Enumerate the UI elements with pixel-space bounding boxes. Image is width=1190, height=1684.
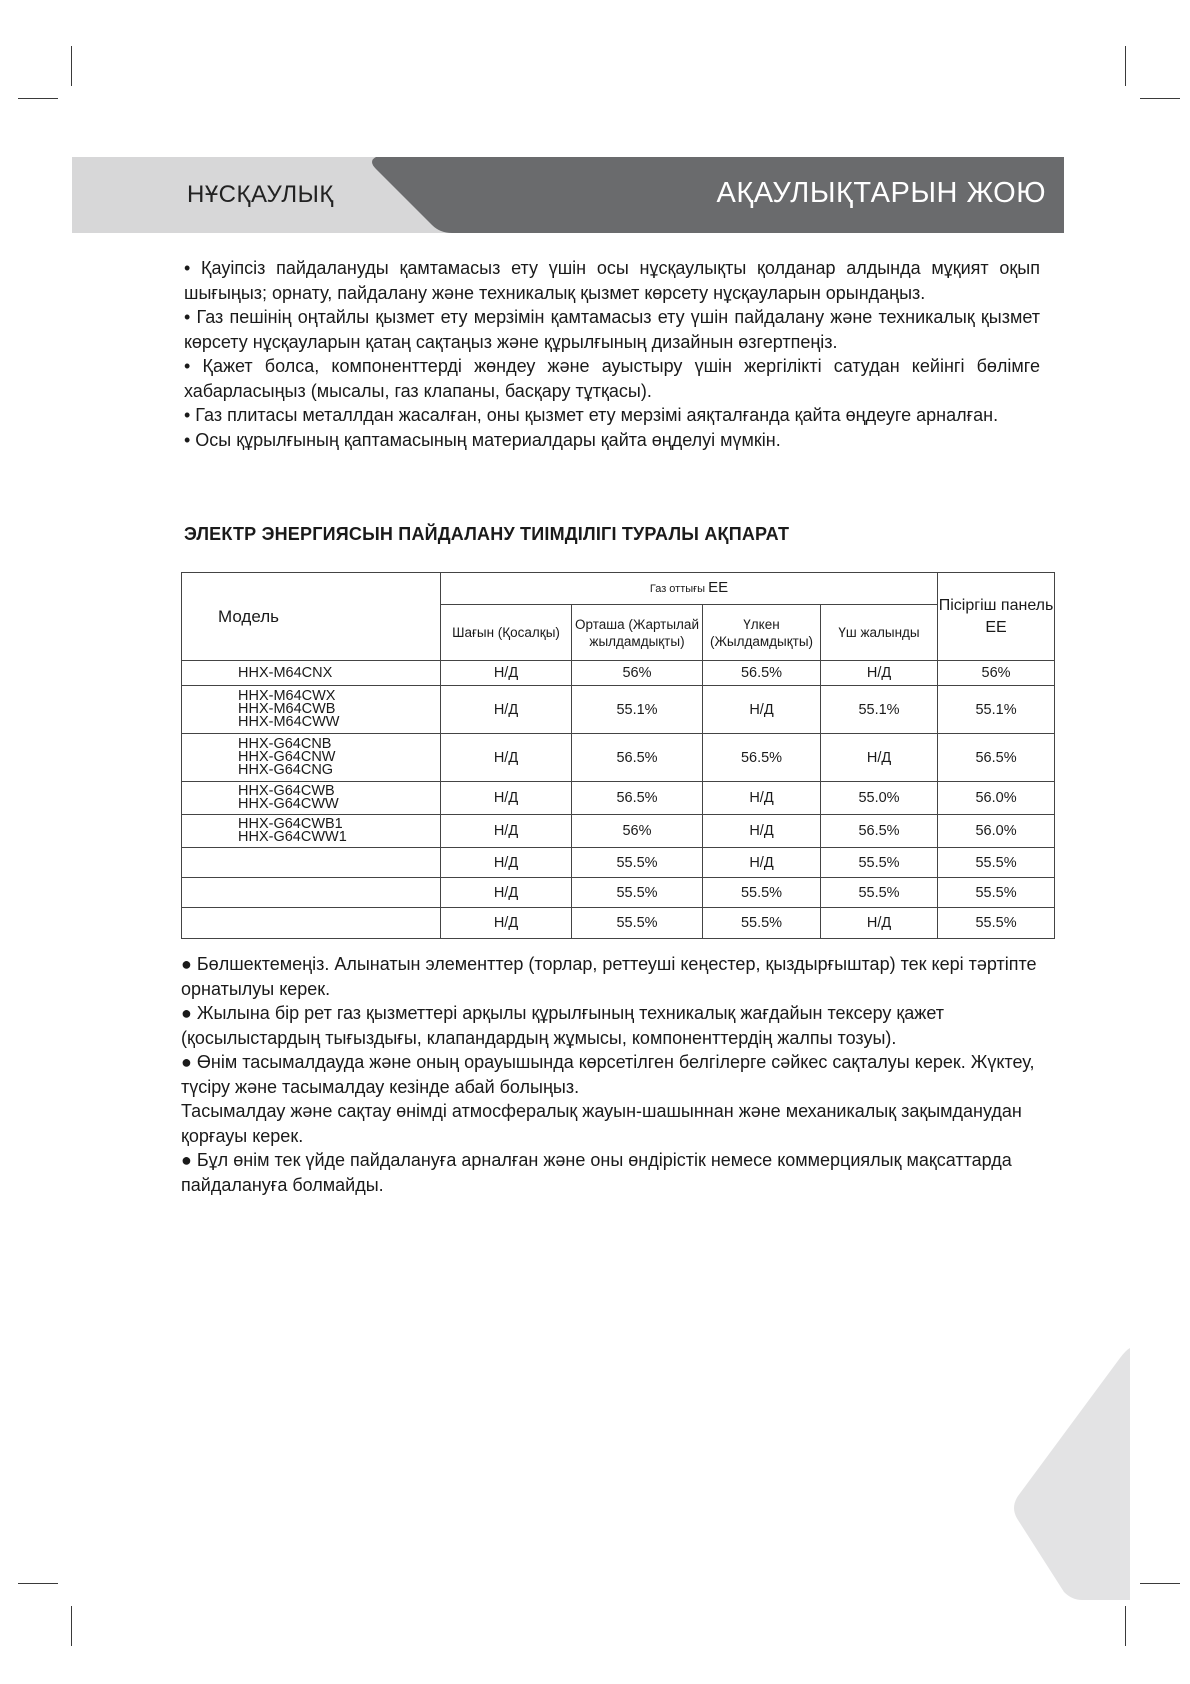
efficiency-value-cell: 56.5% <box>572 782 703 815</box>
efficiency-value-cell: 56.5% <box>703 661 821 686</box>
model-cell <box>182 815 441 848</box>
efficiency-value-cell: Н/Д <box>441 686 572 734</box>
efficiency-value-cell: 56% <box>938 661 1055 686</box>
table-row <box>182 878 1055 908</box>
efficiency-value-cell: 55.5% <box>821 878 938 908</box>
efficiency-value-cell: 56.5% <box>938 734 1055 782</box>
section-title: ЭЛЕКТР ЭНЕРГИЯСЫН ПАЙДАЛАНУ ТИІМДІЛІГІ ТУРАЛЫ АҚПАРАТ <box>184 524 790 544</box>
efficiency-value-cell: 55.0% <box>821 782 938 815</box>
closing-bullet: ● Бөлшектемеңіз. Алынатын элементтер (торлар, реттеуші кеңестер, қыздырғыштар) тек кері тәртіпте орнатылуы керек. <box>181 954 1037 999</box>
efficiency-value-cell: 55.5% <box>703 908 821 939</box>
efficiency-value-cell: Н/Д <box>441 908 572 939</box>
model-cell <box>182 878 441 908</box>
efficiency-value-cell: Н/Д <box>441 878 572 908</box>
crop-mark <box>1125 1606 1126 1646</box>
crop-mark <box>1140 98 1180 99</box>
crop-mark <box>71 1606 72 1646</box>
efficiency-value-cell: 56% <box>572 661 703 686</box>
efficiency-value-cell: 55.5% <box>703 878 821 908</box>
efficiency-value-cell: Н/Д <box>703 815 821 848</box>
model-name: HHX-M64CWB <box>238 701 336 717</box>
closing-bullet: ● Бұл өнім тек үйде пайдалануға арналған және оны өндірістік немесе коммерциялық мақсаттарда пайдалануға болмайды. <box>181 1150 1012 1195</box>
closing-bullet: Тасымалдау және сақтау өнімді атмосфералық жауын-шашыннан және механикалық зақымданудан қорғауы керек. <box>181 1101 1022 1146</box>
burner-medium-header: Орташа (Жартылай жылдамдықты) <box>572 605 703 661</box>
energy-efficiency-table <box>181 572 1055 939</box>
efficiency-value-cell: 55.1% <box>572 686 703 734</box>
burner-triple-header: Үш жалынды <box>821 605 938 661</box>
efficiency-value-cell: Н/Д <box>703 686 821 734</box>
model-cell <box>182 848 441 878</box>
efficiency-value-cell: 55.1% <box>821 686 938 734</box>
header-right-title: АҚАУЛЫҚТАРЫН ЖОЮ <box>716 177 1046 209</box>
model-name: HHX-M64CNX <box>238 664 333 681</box>
efficiency-value-cell: 55.1% <box>938 686 1055 734</box>
efficiency-value-cell: 55.5% <box>938 878 1055 908</box>
efficiency-value-cell: Н/Д <box>441 848 572 878</box>
table-header-row <box>182 573 1055 605</box>
gas-burner-header <box>441 573 938 605</box>
efficiency-value-cell: 56.5% <box>572 734 703 782</box>
intro-bullet: • Газ плитасы металлдан жасалған, оны қызмет ету мерзімі аяқталғанда қайта өңдеуге арналған. <box>184 405 999 425</box>
corner-triangle-shape <box>1014 1348 1130 1600</box>
efficiency-value-cell: 55.5% <box>572 848 703 878</box>
crop-mark <box>18 98 58 99</box>
intro-bullet: • Газ пешінің оңтайлы қызмет ету мерзімін қамтамасыз ету үшін пайдалану және техникалық қызмет көрсету нұсқауларын қатаң сақтаңыз және құрылғының дизайнын өзгертпеңіз. <box>184 307 1040 352</box>
model-name: HHX-G64CWW1 <box>238 829 347 845</box>
efficiency-value-cell: 56% <box>572 815 703 848</box>
burner-small-header: Шағын (Қосалқы) <box>441 605 572 661</box>
efficiency-value-cell: Н/Д <box>703 848 821 878</box>
efficiency-value-cell: Н/Д <box>441 782 572 815</box>
model-column-header: Модель <box>182 573 441 661</box>
model-cell <box>182 734 441 782</box>
efficiency-value-cell: 56.0% <box>938 782 1055 815</box>
efficiency-value-cell: 55.5% <box>572 878 703 908</box>
intro-bullet: • Осы құрылғының қаптамасының материалдары қайта өңделуі мүмкін. <box>184 429 781 450</box>
closing-bullet: ● Өнім тасымалдауда және оның орауышында көрсетілген белгілерге сәйкес сақталуы керек. Жүктеу, түсіру және тасымалдау кезінде абай болыңыз. <box>181 1052 1035 1097</box>
crop-mark <box>1125 46 1126 86</box>
model-cell <box>182 661 441 686</box>
efficiency-value-cell: 55.5% <box>938 848 1055 878</box>
efficiency-value-cell: 55.5% <box>821 848 938 878</box>
closing-bullet: ● Жылына бір рет газ қызметтері арқылы құрылғының техникалық жағдайын тексеру қажет (қосылыстардың тығыздығы, клапандардың жұмысы, компоненттердің жалпы тозуы). <box>181 1003 944 1048</box>
efficiency-value-cell: 55.5% <box>572 908 703 939</box>
cooktop-ee-header: Пісіргіш панель EE <box>938 573 1055 661</box>
model-name: HHX-G64CWW <box>238 796 339 812</box>
efficiency-value-cell: Н/Д <box>441 661 572 686</box>
efficiency-value-cell: Н/Д <box>441 734 572 782</box>
corner-page-tab <box>1010 1348 1130 1600</box>
model-name: HHX-G64CWB1 <box>238 816 343 832</box>
crop-mark <box>18 1583 58 1584</box>
table-row <box>182 686 1055 734</box>
table-row <box>182 734 1055 782</box>
crop-mark <box>71 46 72 86</box>
efficiency-value-cell: Н/Д <box>821 661 938 686</box>
intro-bullet: • Қажет болса, компоненттерді жөндеу және ауыстыру үшін жергілікті сатудан кейінгі бөлімге хабарласыңыз (мысалы, газ клапаны, басқару тұтқасы). <box>184 356 1040 401</box>
table-row <box>182 848 1055 878</box>
header-left-title: НҰСҚАУЛЫҚ <box>187 181 334 208</box>
gas-burner-header-label: Газ оттығы <box>649 583 706 595</box>
gas-burner-header-ee: EE <box>708 579 729 596</box>
efficiency-value-cell: Н/Д <box>703 782 821 815</box>
efficiency-value-cell: 56.0% <box>938 815 1055 848</box>
table-row <box>182 782 1055 815</box>
efficiency-value-cell: 56.5% <box>703 734 821 782</box>
model-name: HHX-G64CNW <box>238 749 336 765</box>
efficiency-value-cell: Н/Д <box>441 815 572 848</box>
model-name: HHX-M64CWW <box>238 714 340 730</box>
crop-mark <box>1140 1583 1180 1584</box>
efficiency-value-cell: Н/Д <box>821 734 938 782</box>
table-row <box>182 661 1055 686</box>
model-cell <box>182 908 441 939</box>
closing-bullet-list <box>181 952 1071 1197</box>
model-cell <box>182 782 441 815</box>
model-name: HHX-M64CWX <box>238 688 336 704</box>
table-body <box>182 661 1055 939</box>
model-cell <box>182 686 441 734</box>
intro-bullet: • Қауіпсіз пайдалануды қамтамасыз ету үшін осы нұсқаулықты қолданар алдында мұқият оқып шығыңыз; орнату, пайдалану және техникалық қызмет көрсету нұсқауларын орындаңыз. <box>184 258 1040 303</box>
table-row <box>182 815 1055 848</box>
efficiency-value-cell: Н/Д <box>821 908 938 939</box>
efficiency-value-cell: 55.5% <box>938 908 1055 939</box>
header-banner <box>72 157 1064 233</box>
model-name: HHX-G64CNG <box>238 762 334 778</box>
model-name: HHX-G64CNB <box>238 736 332 752</box>
efficiency-value-cell: 56.5% <box>821 815 938 848</box>
intro-bullet-list <box>184 256 1040 452</box>
model-name: HHX-G64CWB <box>238 783 335 799</box>
burner-large-header: Үлкен (Жылдамдықты) <box>703 605 821 661</box>
table-row <box>182 908 1055 939</box>
